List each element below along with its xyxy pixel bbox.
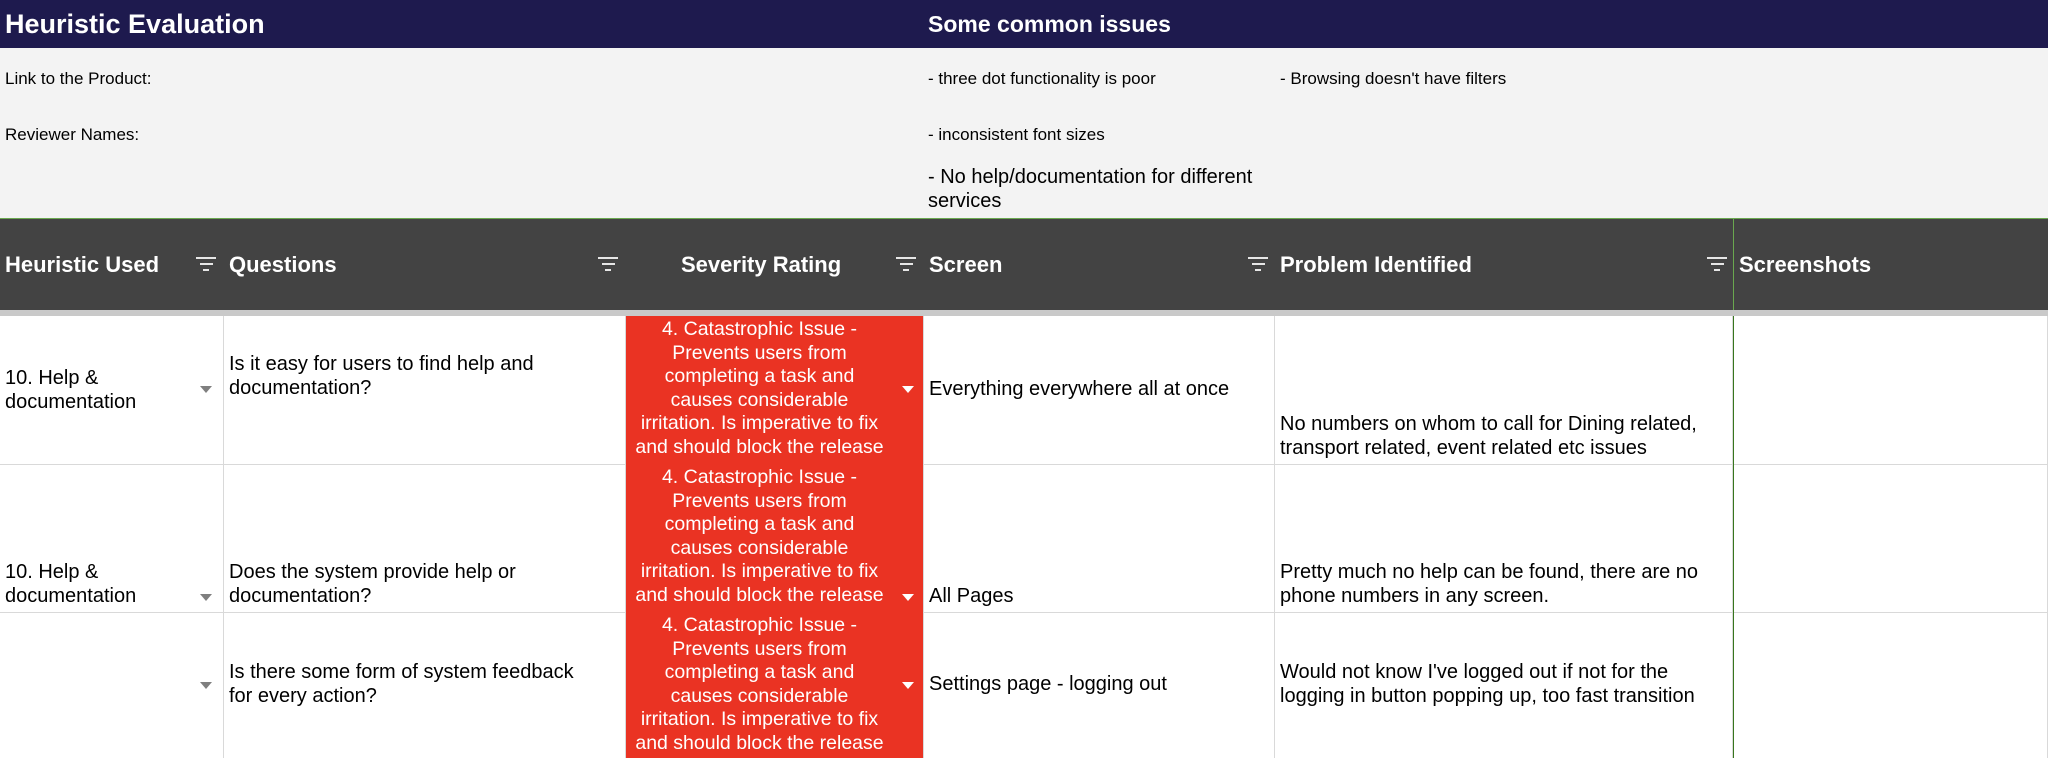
header-screen[interactable] (924, 219, 1275, 311)
screenshot-cell[interactable] (1733, 464, 2048, 612)
heuristic-cell[interactable] (0, 464, 224, 612)
filter-icon[interactable] (896, 257, 916, 273)
cell-text: No numbers on whom to call for Dining related, transport related, event related etc issues (1280, 413, 1697, 459)
severity-cell[interactable] (626, 464, 924, 612)
cell-text: Is there some form of system feedback for every action? (229, 661, 574, 707)
header-severity-rating[interactable] (626, 219, 924, 311)
header-heuristic-used[interactable] (0, 219, 224, 311)
cell-text: Is it easy for users to find help and documentation? (229, 353, 534, 399)
info-area (0, 48, 2048, 218)
cell-text: 10. Help & documentation (5, 561, 137, 607)
chevron-down-icon[interactable] (200, 386, 212, 393)
sheet-title[interactable]: Heuristic Evaluation (5, 9, 265, 39)
screen-cell[interactable] (924, 464, 1275, 612)
header-label: Questions (229, 252, 337, 277)
chevron-down-icon[interactable] (200, 594, 212, 601)
chevron-down-icon[interactable] (902, 594, 914, 601)
header-questions[interactable] (224, 219, 626, 311)
screenshot-cell[interactable] (1733, 612, 2048, 758)
problem-cell[interactable] (1275, 612, 1733, 758)
cell-text: Does the system provide help or documentation? (229, 561, 516, 607)
header-label: Problem Identified (1280, 252, 1472, 277)
screenshot-cell[interactable] (1733, 316, 2048, 464)
cell-text: Would not know I've logged out if not for the logging in button popping up, too fast transition (1280, 661, 1695, 707)
filter-icon[interactable] (1707, 257, 1727, 273)
table-row (0, 612, 2048, 758)
filter-icon[interactable] (196, 257, 216, 273)
header-screenshots[interactable] (1733, 219, 2048, 311)
problem-cell[interactable] (1275, 316, 1733, 464)
reviewer-names-label[interactable]: Reviewer Names: (5, 125, 140, 144)
heuristic-cell[interactable] (0, 612, 224, 758)
product-link-label[interactable]: Link to the Product: (5, 69, 152, 88)
heuristic-cell[interactable] (0, 316, 224, 464)
severity-cell[interactable] (626, 316, 924, 464)
column-header-row (0, 218, 2048, 311)
header-problem-identified[interactable] (1275, 219, 1733, 311)
question-cell[interactable] (224, 612, 626, 758)
screen-cell[interactable] (924, 316, 1275, 464)
data-grid (0, 316, 2048, 758)
chevron-down-icon[interactable] (902, 682, 914, 689)
severity-cell[interactable] (626, 612, 924, 758)
cell-text: 4. Catastrophic Issue - Prevents users from completing a task and causes considerable irritation. Is imperative to fix and should block the release (635, 318, 884, 458)
header-label: Screen (929, 252, 1003, 277)
chevron-down-icon[interactable] (200, 682, 212, 689)
cell-text: All Pages (929, 585, 1014, 607)
common-issues-title[interactable]: Some common issues (928, 11, 1171, 37)
header-label: Heuristic Used (5, 252, 160, 277)
cell-text: Settings page - logging out (929, 673, 1167, 695)
cell-text: 4. Catastrophic Issue - Prevents users from completing a task and causes considerable irritation. Is imperative to fix and should block the release (635, 614, 884, 754)
cell-text: 4. Catastrophic Issue - Prevents users from completing a task and causes considerable irritation. Is imperative to fix and should block the release (635, 466, 884, 606)
title-bar (0, 0, 2048, 48)
table-row (0, 316, 2048, 465)
issue-item[interactable]: - three dot functionality is poor (928, 69, 1156, 88)
filter-icon[interactable] (1248, 257, 1268, 273)
issue-item[interactable]: - inconsistent font sizes (928, 125, 1105, 144)
problem-cell[interactable] (1275, 464, 1733, 612)
cell-text: Everything everywhere all at once (929, 378, 1230, 400)
filter-icon[interactable] (598, 257, 618, 273)
header-label: Screenshots (1739, 252, 1872, 277)
question-cell[interactable] (224, 316, 626, 464)
question-cell[interactable] (224, 464, 626, 612)
screen-cell[interactable] (924, 612, 1275, 758)
cell-text: 10. Help & documentation (5, 367, 137, 413)
cell-text: Pretty much no help can be found, there are no phone numbers in any screen. (1280, 561, 1699, 607)
issue-item[interactable]: - No help/documentation for different services (928, 166, 1253, 212)
chevron-down-icon[interactable] (902, 386, 914, 393)
header-label: Severity Rating (681, 252, 842, 277)
table-row (0, 464, 2048, 613)
issue-item[interactable]: - Browsing doesn't have filters (1280, 69, 1507, 88)
